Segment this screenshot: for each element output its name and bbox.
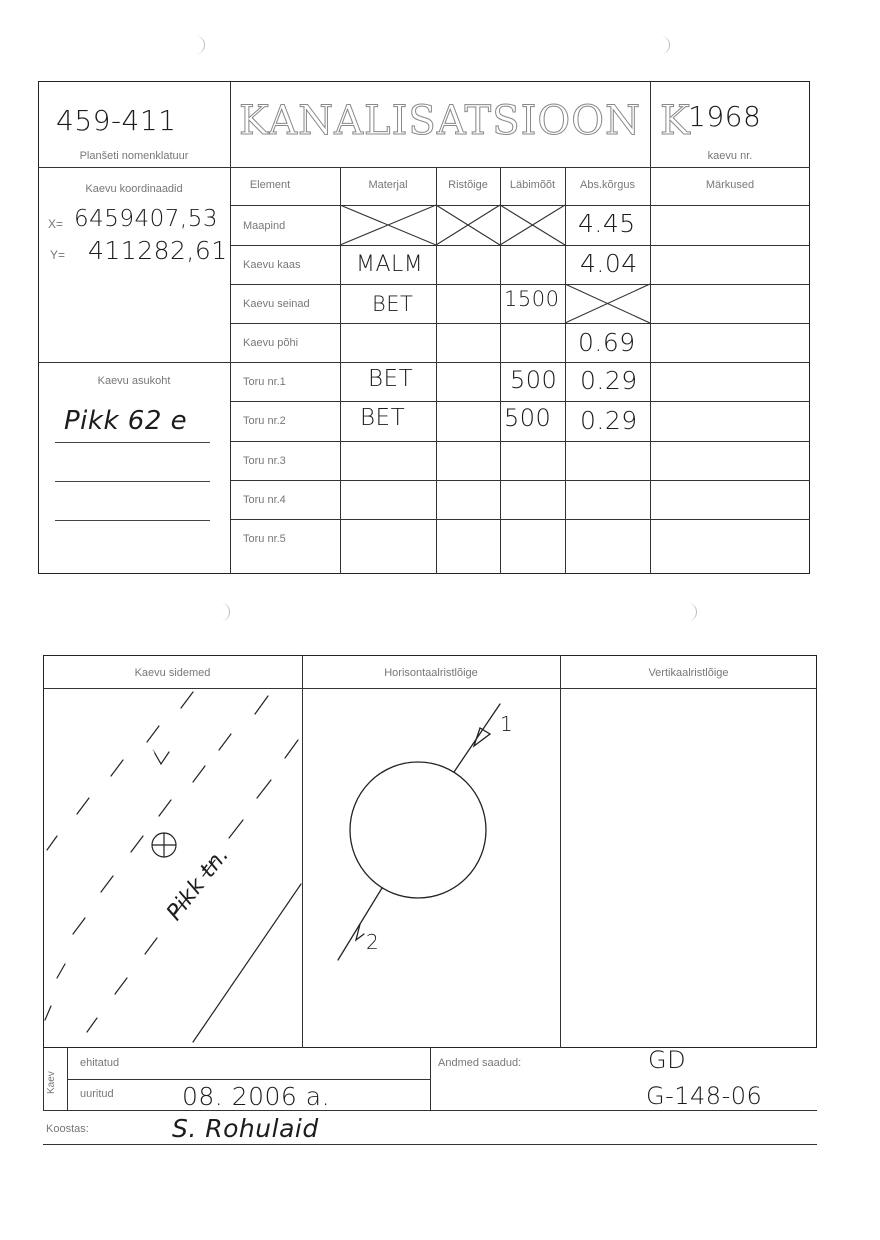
row-element: Kaevu põhi (243, 337, 299, 349)
row-element: Toru nr.2 (243, 415, 286, 427)
cell-material: MALM (356, 252, 424, 277)
row-element: Maapind (243, 220, 286, 232)
punch-hole (215, 603, 230, 621)
col-header-element: Element (249, 179, 291, 191)
row-element: Kaevu kaas (243, 259, 301, 271)
street-label: Pikk tn. (162, 842, 235, 926)
nomenclature-value: 459-411 (56, 104, 177, 137)
section-vertical-label: Vertikaalristlõige (648, 667, 729, 679)
well-side-label: Kaev (46, 1071, 57, 1094)
data-code: G-148-06 (646, 1082, 763, 1110)
cell-diameter: 1500 (504, 287, 560, 311)
pipe-1-label: 1 (500, 712, 514, 736)
cell-material: BET (368, 366, 414, 392)
crossed-cells (0, 0, 880, 600)
section-connections-label: Kaevu sidemed (134, 667, 211, 679)
location-label: Kaevu asukoht (97, 375, 171, 387)
form-title: KANALISATSIOON (239, 98, 641, 144)
row-element: Toru nr.5 (243, 533, 286, 545)
x-coordinate: 6459407,53 (74, 206, 219, 232)
surveyed-date: 08. 2006 a. (182, 1082, 331, 1111)
surveyed-label: uuritud (80, 1088, 114, 1100)
cell-abs-height: 4.04 (580, 249, 638, 278)
data-given-label: Andmed saadud: (438, 1057, 522, 1069)
cell-abs-height: 0.29 (580, 366, 638, 395)
col-header-material: Materjal (368, 179, 408, 191)
col-header-abs-height: Abs.kõrgus (579, 179, 636, 191)
marker-a: A (146, 742, 156, 757)
col-header-diameter: Läbimõõt (509, 179, 556, 191)
compiled-label: Koostas: (46, 1123, 89, 1135)
coordinates-label: Kaevu koordinaadid (85, 183, 183, 195)
cell-abs-height: 0.29 (580, 406, 638, 435)
nomenclature-label: Planšeti nomenklatuur (79, 150, 189, 162)
data-given-value: GD (648, 1046, 687, 1074)
well-prefix: K (660, 98, 691, 144)
location-value: Pikk 62 e (64, 406, 188, 436)
x-label: X= (48, 217, 64, 231)
row-element: Kaevu seinad (243, 298, 310, 310)
cell-abs-height: 4.45 (578, 209, 636, 238)
cell-diameter: 500 (510, 366, 558, 394)
cell-material: BET (360, 405, 406, 431)
punch-hole (682, 603, 697, 621)
horizontal-section-sketch (302, 688, 560, 1048)
row-element: Toru nr.1 (243, 376, 286, 388)
y-label: Y= (50, 248, 66, 262)
cell-abs-height: 0.69 (578, 328, 636, 357)
y-coordinate: 411282,61 (88, 236, 228, 265)
cell-material: BET (372, 292, 414, 316)
built-label: ehitatud (80, 1057, 120, 1069)
col-header-section: Ristõige (448, 179, 488, 191)
section-horizontal-label: Horisontaalristlõige (384, 667, 478, 679)
col-header-remarks: Märkused (705, 179, 755, 191)
compiled-signature: S. Rohulaid (172, 1114, 319, 1143)
cell-diameter: 500 (504, 404, 552, 432)
row-element: Toru nr.4 (243, 494, 286, 506)
well-number-label: kaevu nr. (707, 150, 753, 162)
pipe-2-label: 2 (366, 930, 380, 954)
row-element: Toru nr.3 (243, 455, 286, 467)
well-number: 1968 (688, 100, 762, 133)
connections-sketch (43, 688, 302, 1048)
